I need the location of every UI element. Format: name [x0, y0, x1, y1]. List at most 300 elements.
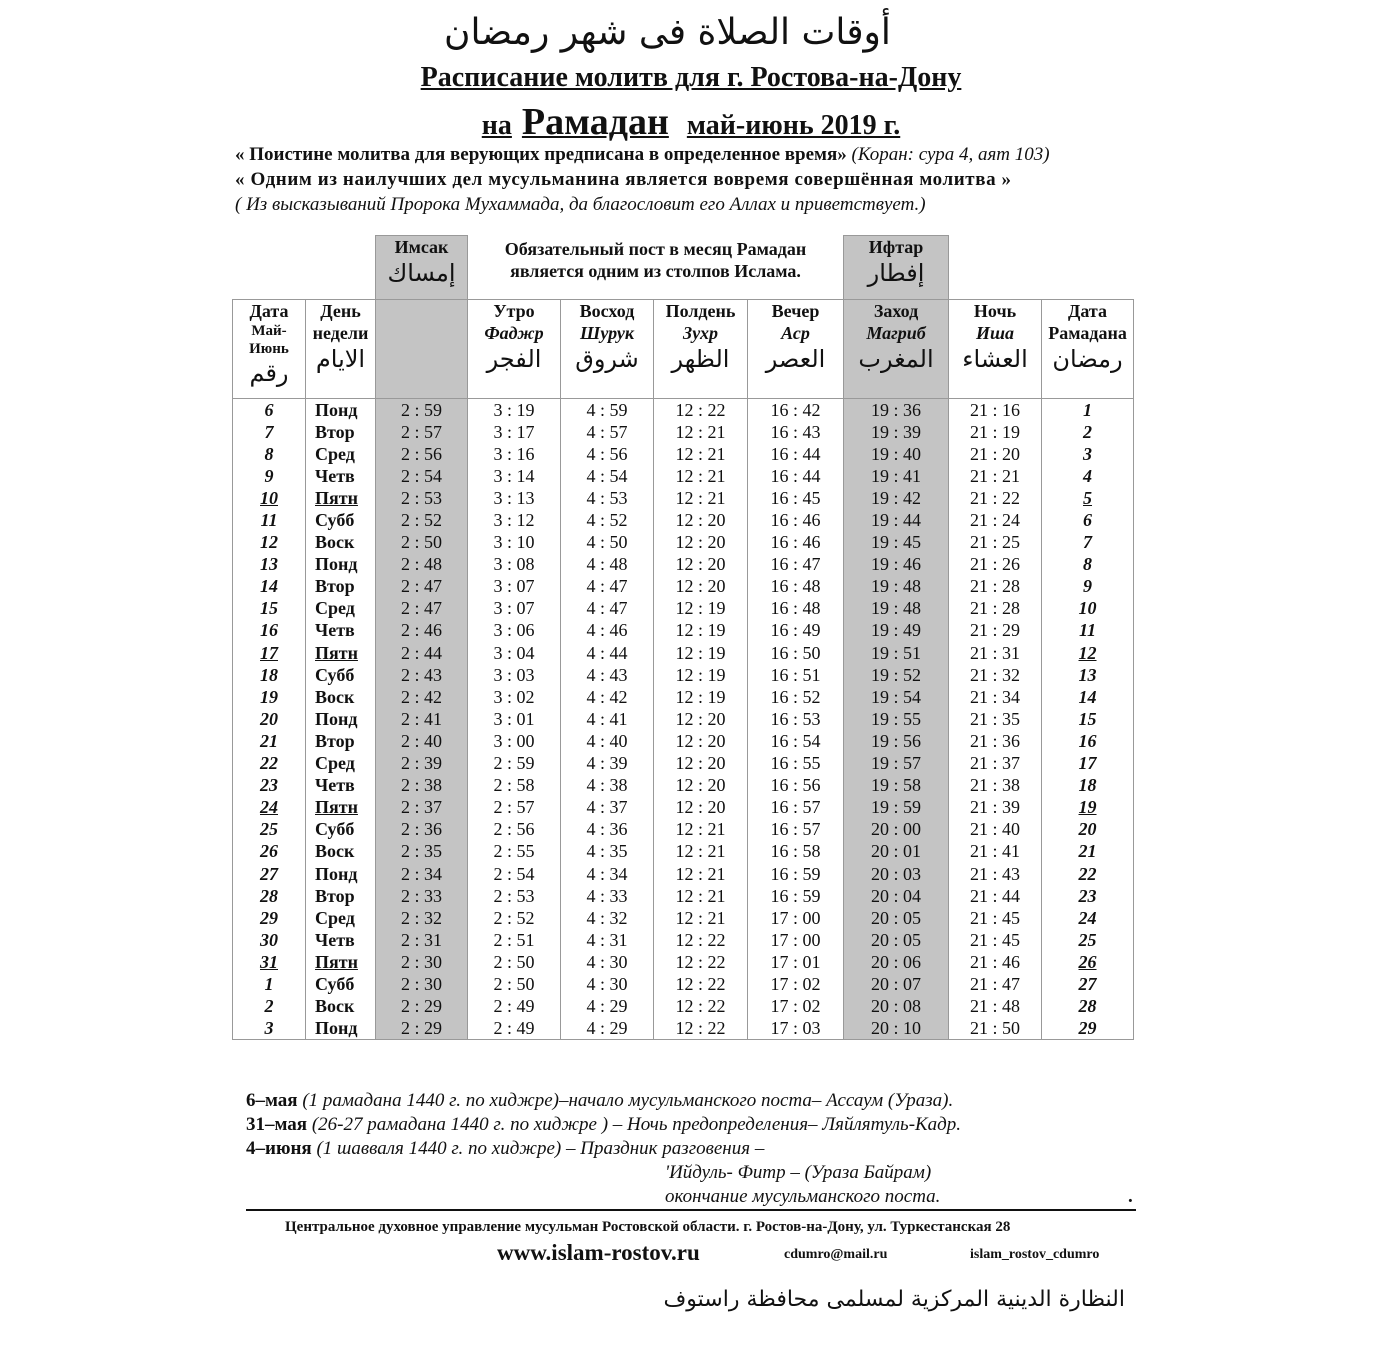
table-row [233, 752, 1134, 774]
cell-fajr: 2 : 49 [468, 995, 561, 1017]
cell-weekday: Сред [306, 752, 376, 774]
cell-asr: 16 : 48 [748, 575, 844, 597]
prayer-times-table [232, 235, 1134, 1040]
cell-weekday: Четв [306, 465, 376, 487]
cell-ramadan-date: 17 [1042, 752, 1134, 774]
column-header-ramadan-date: Дата Рамадана رمضان [1042, 299, 1134, 398]
column-header-zuhr: Полдень Зухр الظهر [654, 299, 748, 398]
table-row [233, 686, 1134, 708]
page-title: Расписание молитв для г. Ростова-на-Дону [420, 62, 962, 93]
cell-weekday: Втор [306, 730, 376, 752]
cell-ramadan-date: 10 [1042, 597, 1134, 619]
cell-ramadan-date: 6 [1042, 509, 1134, 531]
cell-isha: 21 : 37 [949, 752, 1042, 774]
cell-ramadan-date: 18 [1042, 774, 1134, 796]
cell-ramadan-date: 16 [1042, 730, 1134, 752]
table-row [233, 509, 1134, 531]
cell-zuhr: 12 : 20 [654, 752, 748, 774]
cell-shuruk: 4 : 29 [561, 1017, 654, 1040]
email-link[interactable]: cdumro@mail.ru [784, 1247, 888, 1262]
cell-shuruk: 4 : 35 [561, 840, 654, 862]
cell-shuruk: 4 : 33 [561, 885, 654, 907]
cell-date: 30 [233, 929, 306, 951]
cell-isha: 21 : 40 [949, 818, 1042, 840]
table-row [233, 1017, 1134, 1040]
cell-weekday: Субб [306, 818, 376, 840]
quote-text: « Поистине молитва для верующих предписана в определенное время» [235, 144, 847, 165]
cell-maghrib: 20 : 10 [844, 1017, 949, 1040]
cell-weekday: Сред [306, 907, 376, 929]
cell-asr: 16 : 57 [748, 818, 844, 840]
table-row [233, 575, 1134, 597]
cell-isha: 21 : 26 [949, 553, 1042, 575]
column-header-asr: Вечер Аср العصر [748, 299, 844, 398]
cell-zuhr: 12 : 21 [654, 840, 748, 862]
table-row [233, 619, 1134, 641]
cell-ramadan-date: 2 [1042, 421, 1134, 443]
cell-zuhr: 12 : 19 [654, 597, 748, 619]
cell-weekday: Сред [306, 597, 376, 619]
cell-asr: 17 : 00 [748, 907, 844, 929]
cell-date: 19 [233, 686, 306, 708]
cell-fajr: 2 : 50 [468, 973, 561, 995]
cell-asr: 16 : 54 [748, 730, 844, 752]
cell-shuruk: 4 : 34 [561, 862, 654, 884]
table-row [233, 421, 1134, 443]
cell-maghrib: 19 : 59 [844, 796, 949, 818]
cell-ramadan-date: 24 [1042, 907, 1134, 929]
cell-imsak: 2 : 32 [376, 907, 468, 929]
cell-isha: 21 : 36 [949, 730, 1042, 752]
table-row [233, 664, 1134, 686]
cell-zuhr: 12 : 21 [654, 465, 748, 487]
cell-fajr: 2 : 59 [468, 752, 561, 774]
cell-ramadan-date: 3 [1042, 443, 1134, 465]
cell-date: 12 [233, 531, 306, 553]
cell-date: 22 [233, 752, 306, 774]
cell-asr: 16 : 42 [748, 398, 844, 421]
cell-fajr: 2 : 55 [468, 840, 561, 862]
cell-fajr: 3 : 14 [468, 465, 561, 487]
cell-fajr: 3 : 06 [468, 619, 561, 641]
cell-asr: 17 : 02 [748, 995, 844, 1017]
cell-imsak: 2 : 38 [376, 774, 468, 796]
table-row [233, 951, 1134, 973]
cell-isha: 21 : 50 [949, 1017, 1042, 1040]
quote-source: (Коран: сура 4, аят 103) [851, 144, 1050, 165]
cell-asr: 16 : 53 [748, 708, 844, 730]
quote-quran [235, 144, 1050, 166]
cell-imsak: 2 : 30 [376, 973, 468, 995]
cell-ramadan-date: 27 [1042, 973, 1134, 995]
cell-zuhr: 12 : 19 [654, 664, 748, 686]
cell-shuruk: 4 : 36 [561, 818, 654, 840]
cell-imsak: 2 : 34 [376, 862, 468, 884]
cell-zuhr: 12 : 20 [654, 774, 748, 796]
cell-ramadan-date: 28 [1042, 995, 1134, 1017]
cell-isha: 21 : 34 [949, 686, 1042, 708]
cell-fajr: 3 : 07 [468, 597, 561, 619]
cell-maghrib: 20 : 05 [844, 929, 949, 951]
cell-asr: 16 : 45 [748, 487, 844, 509]
cell-ramadan-date: 11 [1042, 619, 1134, 641]
cell-zuhr: 12 : 20 [654, 708, 748, 730]
cell-asr: 16 : 57 [748, 796, 844, 818]
cell-shuruk: 4 : 48 [561, 553, 654, 575]
cell-asr: 16 : 49 [748, 619, 844, 641]
cell-weekday: Четв [306, 619, 376, 641]
cell-shuruk: 4 : 32 [561, 907, 654, 929]
cell-date: 31 [233, 951, 306, 973]
cell-maghrib: 19 : 40 [844, 443, 949, 465]
cell-fajr: 3 : 12 [468, 509, 561, 531]
cell-zuhr: 12 : 19 [654, 642, 748, 664]
cell-maghrib: 19 : 51 [844, 642, 949, 664]
subtitle-ramadan: Рамадан [521, 101, 669, 143]
cell-date: 1 [233, 973, 306, 995]
cell-ramadan-date: 15 [1042, 708, 1134, 730]
cell-asr: 17 : 03 [748, 1017, 844, 1040]
cell-isha: 21 : 29 [949, 619, 1042, 641]
cell-zuhr: 12 : 21 [654, 421, 748, 443]
cell-weekday: Понд [306, 553, 376, 575]
cell-date: 26 [233, 840, 306, 862]
cell-weekday: Субб [306, 664, 376, 686]
imsak-header: Имсак إمساك [376, 236, 468, 300]
cell-ramadan-date: 12 [1042, 642, 1134, 664]
cell-ramadan-date: 9 [1042, 575, 1134, 597]
cell-imsak: 2 : 56 [376, 443, 468, 465]
cell-maghrib: 20 : 00 [844, 818, 949, 840]
cell-shuruk: 4 : 56 [561, 443, 654, 465]
cell-asr: 16 : 46 [748, 509, 844, 531]
quote-hadith-source: ( Из высказываний Пророка Мухаммада, да благословит его Аллах и приветствует.) [235, 194, 926, 215]
cell-imsak: 2 : 47 [376, 597, 468, 619]
cell-zuhr: 12 : 21 [654, 443, 748, 465]
cell-imsak: 2 : 40 [376, 730, 468, 752]
cell-fajr: 3 : 16 [468, 443, 561, 465]
table-row [233, 885, 1134, 907]
cell-weekday: Втор [306, 421, 376, 443]
cell-weekday: Воск [306, 995, 376, 1017]
cell-fajr: 2 : 54 [468, 862, 561, 884]
cell-weekday: Четв [306, 774, 376, 796]
cell-weekday: Пятн [306, 487, 376, 509]
cell-shuruk: 4 : 30 [561, 951, 654, 973]
subtitle-period: май-июнь 2019 г. [686, 110, 901, 141]
cell-weekday: Понд [306, 862, 376, 884]
cell-asr: 16 : 46 [748, 531, 844, 553]
cell-isha: 21 : 39 [949, 796, 1042, 818]
cell-fajr: 3 : 10 [468, 531, 561, 553]
cell-maghrib: 19 : 39 [844, 421, 949, 443]
cell-isha: 21 : 25 [949, 531, 1042, 553]
cell-shuruk: 4 : 54 [561, 465, 654, 487]
cell-date: 27 [233, 862, 306, 884]
cell-ramadan-date: 8 [1042, 553, 1134, 575]
cell-maghrib: 19 : 57 [844, 752, 949, 774]
cell-fajr: 2 : 53 [468, 885, 561, 907]
cell-shuruk: 4 : 50 [561, 531, 654, 553]
cell-maghrib: 19 : 36 [844, 398, 949, 421]
cell-isha: 21 : 43 [949, 862, 1042, 884]
cell-date: 11 [233, 509, 306, 531]
cell-fajr: 3 : 01 [468, 708, 561, 730]
table-row [233, 907, 1134, 929]
cell-date: 2 [233, 995, 306, 1017]
cell-shuruk: 4 : 52 [561, 509, 654, 531]
cell-ramadan-date: 29 [1042, 1017, 1134, 1040]
table-row [233, 642, 1134, 664]
cell-isha: 21 : 21 [949, 465, 1042, 487]
column-header-weekday: День недели الايام [306, 299, 376, 398]
website-link[interactable]: www.islam-rostov.ru [497, 1240, 700, 1265]
cell-imsak: 2 : 29 [376, 995, 468, 1017]
column-header-imsak [376, 299, 468, 398]
cell-weekday: Субб [306, 509, 376, 531]
cell-ramadan-date: 19 [1042, 796, 1134, 818]
cell-maghrib: 19 : 56 [844, 730, 949, 752]
cell-imsak: 2 : 39 [376, 752, 468, 774]
cell-maghrib: 19 : 54 [844, 686, 949, 708]
cell-ramadan-date: 4 [1042, 465, 1134, 487]
cell-maghrib: 20 : 01 [844, 840, 949, 862]
cell-imsak: 2 : 29 [376, 1017, 468, 1040]
cell-imsak: 2 : 57 [376, 421, 468, 443]
note-fast-start: 6–мая (1 рамадана 1440 г. по хиджре)–начало мусульманского поста– Ассаум (Ураза). [246, 1090, 954, 1111]
cell-shuruk: 4 : 40 [561, 730, 654, 752]
arabic-organization: النظارة الدينية المركزية لمسلمى محافظة راستوف [663, 1287, 1125, 1312]
cell-fajr: 2 : 58 [468, 774, 561, 796]
cell-zuhr: 12 : 20 [654, 796, 748, 818]
cell-maghrib: 19 : 49 [844, 619, 949, 641]
cell-fajr: 3 : 19 [468, 398, 561, 421]
cell-weekday: Четв [306, 929, 376, 951]
cell-fajr: 3 : 13 [468, 487, 561, 509]
cell-isha: 21 : 45 [949, 907, 1042, 929]
cell-isha: 21 : 45 [949, 929, 1042, 951]
cell-date: 16 [233, 619, 306, 641]
organization-address: Центральное духовное управление мусульман Ростовской области. г. Ростов-на-Дону, ул. Туркестанская 28 [285, 1219, 1011, 1235]
cell-date: 13 [233, 553, 306, 575]
cell-isha: 21 : 28 [949, 597, 1042, 619]
cell-shuruk: 4 : 30 [561, 973, 654, 995]
cell-imsak: 2 : 43 [376, 664, 468, 686]
cell-asr: 16 : 59 [748, 862, 844, 884]
table-row [233, 730, 1134, 752]
table-row [233, 487, 1134, 509]
cell-date: 8 [233, 443, 306, 465]
cell-maghrib: 19 : 48 [844, 575, 949, 597]
cell-shuruk: 4 : 37 [561, 796, 654, 818]
cell-maghrib: 19 : 44 [844, 509, 949, 531]
cell-fajr: 2 : 52 [468, 907, 561, 929]
cell-isha: 21 : 47 [949, 973, 1042, 995]
cell-fajr: 3 : 07 [468, 575, 561, 597]
cell-weekday: Втор [306, 885, 376, 907]
table-row [233, 465, 1134, 487]
cell-asr: 16 : 48 [748, 597, 844, 619]
cell-ramadan-date: 21 [1042, 840, 1134, 862]
cell-maghrib: 19 : 42 [844, 487, 949, 509]
cell-fajr: 2 : 56 [468, 818, 561, 840]
table-row [233, 929, 1134, 951]
note-fast-end: окончание мусульманского поста. [665, 1186, 941, 1207]
cell-fajr: 3 : 03 [468, 664, 561, 686]
cell-zuhr: 12 : 22 [654, 1017, 748, 1040]
cell-maghrib: 20 : 06 [844, 951, 949, 973]
cell-shuruk: 4 : 53 [561, 487, 654, 509]
cell-weekday: Субб [306, 973, 376, 995]
cell-isha: 21 : 41 [949, 840, 1042, 862]
cell-maghrib: 19 : 52 [844, 664, 949, 686]
cell-isha: 21 : 35 [949, 708, 1042, 730]
cell-isha: 21 : 16 [949, 398, 1042, 421]
cell-shuruk: 4 : 41 [561, 708, 654, 730]
cell-weekday: Понд [306, 708, 376, 730]
cell-date: 15 [233, 597, 306, 619]
cell-imsak: 2 : 42 [376, 686, 468, 708]
cell-imsak: 2 : 33 [376, 885, 468, 907]
cell-weekday: Воск [306, 840, 376, 862]
cell-ramadan-date: 13 [1042, 664, 1134, 686]
cell-shuruk: 4 : 44 [561, 642, 654, 664]
cell-ramadan-date: 22 [1042, 862, 1134, 884]
cell-maghrib: 20 : 05 [844, 907, 949, 929]
cell-shuruk: 4 : 59 [561, 398, 654, 421]
arabic-title: أوقات الصلاة فى شهر رمضان [444, 12, 891, 53]
cell-maghrib: 19 : 41 [844, 465, 949, 487]
cell-isha: 21 : 31 [949, 642, 1042, 664]
table-row [233, 840, 1134, 862]
cell-imsak: 2 : 37 [376, 796, 468, 818]
cell-asr: 17 : 02 [748, 973, 844, 995]
cell-asr: 16 : 56 [748, 774, 844, 796]
cell-fajr: 2 : 50 [468, 951, 561, 973]
cell-ramadan-date: 23 [1042, 885, 1134, 907]
cell-maghrib: 20 : 07 [844, 973, 949, 995]
cell-weekday: Пятн [306, 796, 376, 818]
cell-zuhr: 12 : 22 [654, 973, 748, 995]
cell-weekday: Понд [306, 398, 376, 421]
table-row [233, 531, 1134, 553]
cell-weekday: Втор [306, 575, 376, 597]
cell-imsak: 2 : 46 [376, 619, 468, 641]
cell-imsak: 2 : 41 [376, 708, 468, 730]
cell-fajr: 3 : 02 [468, 686, 561, 708]
note-laylat-al-qadr: 31–мая (26-27 рамадана 1440 г. по хиджре ) – Ночь предопределения– Ляйлятуль-Кадр. [246, 1114, 961, 1135]
cell-zuhr: 12 : 22 [654, 929, 748, 951]
cell-date: 20 [233, 708, 306, 730]
cell-fajr: 3 : 08 [468, 553, 561, 575]
iftar-header: Ифтар إفطار [844, 236, 949, 300]
cell-maghrib: 19 : 46 [844, 553, 949, 575]
cell-shuruk: 4 : 47 [561, 575, 654, 597]
cell-weekday: Пятн [306, 951, 376, 973]
cell-shuruk: 4 : 39 [561, 752, 654, 774]
cell-fajr: 3 : 17 [468, 421, 561, 443]
cell-zuhr: 12 : 21 [654, 862, 748, 884]
cell-date: 21 [233, 730, 306, 752]
cell-ramadan-date: 1 [1042, 398, 1134, 421]
cell-ramadan-date: 5 [1042, 487, 1134, 509]
cell-date: 3 [233, 1017, 306, 1040]
cell-imsak: 2 : 50 [376, 531, 468, 553]
cell-fajr: 3 : 04 [468, 642, 561, 664]
cell-isha: 21 : 24 [949, 509, 1042, 531]
table-row [233, 708, 1134, 730]
cell-maghrib: 20 : 04 [844, 885, 949, 907]
note-eid: 4–июня (1 шавваля 1440 г. по хиджре) – Праздник разговения – [246, 1138, 765, 1159]
cell-maghrib: 19 : 55 [844, 708, 949, 730]
cell-zuhr: 12 : 19 [654, 686, 748, 708]
cell-asr: 16 : 44 [748, 443, 844, 465]
cell-zuhr: 12 : 21 [654, 487, 748, 509]
cell-asr: 16 : 59 [748, 885, 844, 907]
fasting-notice: Обязательный пост в месяц Рамадан является одним из столпов Ислама. [504, 238, 807, 281]
cell-isha: 21 : 48 [949, 995, 1042, 1017]
cell-shuruk: 4 : 43 [561, 664, 654, 686]
cell-asr: 16 : 58 [748, 840, 844, 862]
cell-shuruk: 4 : 47 [561, 597, 654, 619]
cell-zuhr: 12 : 21 [654, 885, 748, 907]
table-row [233, 796, 1134, 818]
cell-zuhr: 12 : 22 [654, 995, 748, 1017]
column-header-fajr: Утро Фаджр الفجر [468, 299, 561, 398]
note-dot: . [1128, 1186, 1133, 1207]
cell-shuruk: 4 : 42 [561, 686, 654, 708]
cell-zuhr: 12 : 22 [654, 398, 748, 421]
cell-imsak: 2 : 53 [376, 487, 468, 509]
cell-asr: 16 : 47 [748, 553, 844, 575]
cell-ramadan-date: 20 [1042, 818, 1134, 840]
cell-date: 6 [233, 398, 306, 421]
table-row [233, 774, 1134, 796]
cell-date: 9 [233, 465, 306, 487]
cell-zuhr: 12 : 19 [654, 619, 748, 641]
cell-isha: 21 : 46 [949, 951, 1042, 973]
cell-imsak: 2 : 44 [376, 642, 468, 664]
cell-shuruk: 4 : 29 [561, 995, 654, 1017]
cell-isha: 21 : 22 [949, 487, 1042, 509]
table-row [233, 398, 1134, 421]
cell-fajr: 2 : 57 [468, 796, 561, 818]
cell-zuhr: 12 : 20 [654, 531, 748, 553]
cell-ramadan-date: 7 [1042, 531, 1134, 553]
cell-imsak: 2 : 35 [376, 840, 468, 862]
quote-hadith: « Одним из наилучших дел мусульманина является вовремя совершённая молитва » [235, 169, 1012, 190]
cell-date: 23 [233, 774, 306, 796]
column-header-shuruk: Восход Шурук شروق [561, 299, 654, 398]
table-row [233, 973, 1134, 995]
table-row [233, 597, 1134, 619]
cell-imsak: 2 : 52 [376, 509, 468, 531]
cell-date: 10 [233, 487, 306, 509]
cell-maghrib: 19 : 48 [844, 597, 949, 619]
cell-imsak: 2 : 54 [376, 465, 468, 487]
cell-zuhr: 12 : 20 [654, 575, 748, 597]
cell-fajr: 3 : 00 [468, 730, 561, 752]
cell-zuhr: 12 : 22 [654, 951, 748, 973]
cell-zuhr: 12 : 20 [654, 553, 748, 575]
cell-shuruk: 4 : 46 [561, 619, 654, 641]
cell-date: 24 [233, 796, 306, 818]
cell-zuhr: 12 : 20 [654, 730, 748, 752]
page-subtitle [0, 100, 1382, 144]
cell-shuruk: 4 : 31 [561, 929, 654, 951]
table-row [233, 818, 1134, 840]
table-row [233, 862, 1134, 884]
